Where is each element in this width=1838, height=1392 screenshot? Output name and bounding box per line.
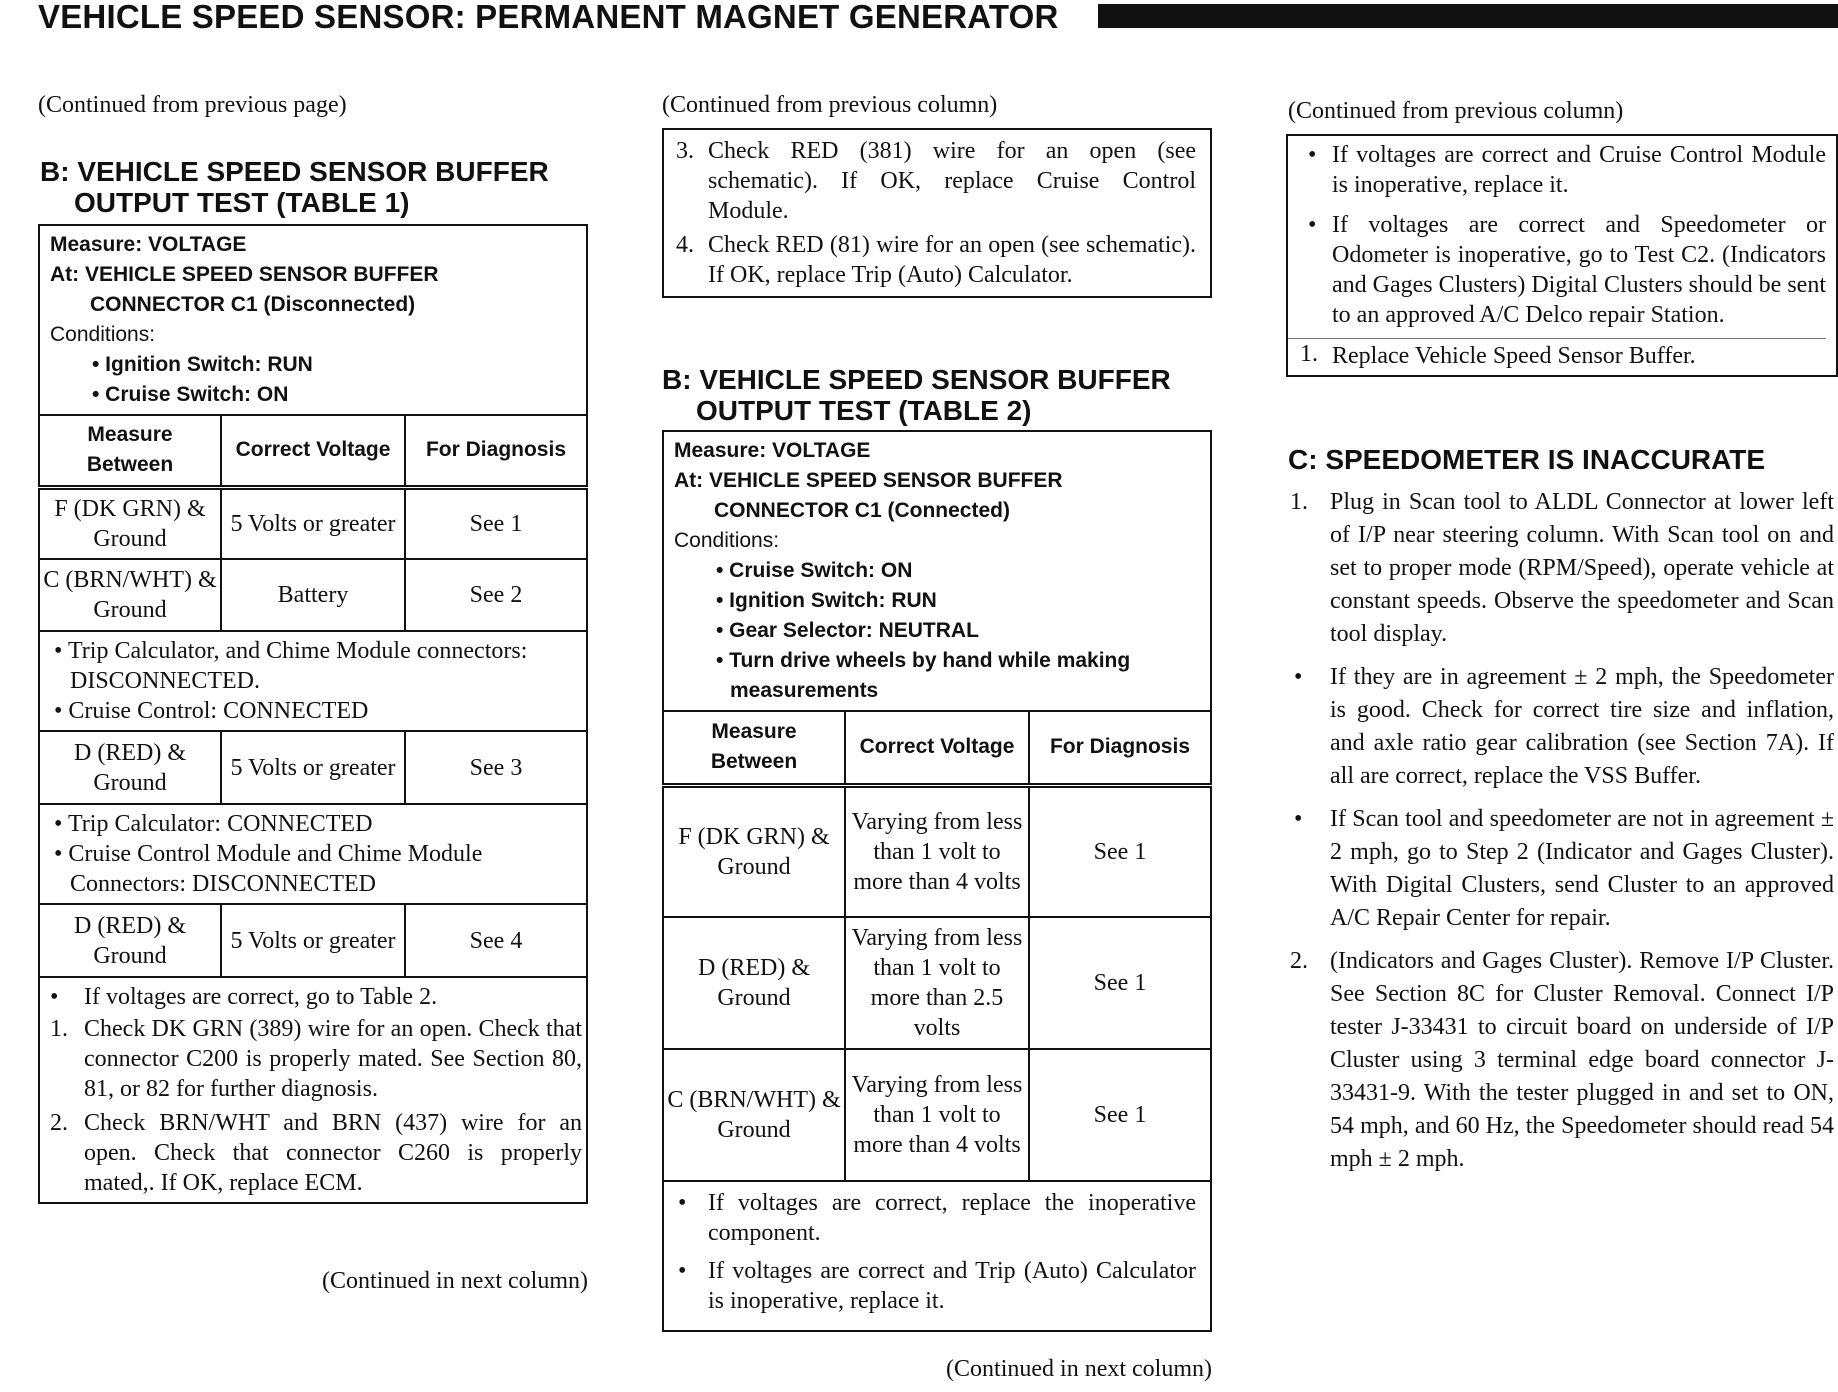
table-row: C (BRN/WHT) & Ground Varying from less than 1 volt to more than 4 volts See 1 — [663, 1049, 1211, 1181]
list-item: • If Scan tool and speedometer are not in agreement ± 2 mph, go to Step 2 (Indicator and Gages Cluster). With Digital Clusters, send Cluster to an approved A/C Repair Center for repair. — [1294, 806, 1834, 931]
page-header — [38, 0, 1838, 34]
list-item: • If voltages are correct, go to Table 2. — [50, 984, 438, 1010]
conditions-block: Measure: VOLTAGE At: VEHICLE SPEED SENSOR BUFFER CONNECTOR C1 (Connected) Conditions: • Cruise Switch: ON • Ignition Switch: RUN • Gear Selector: NEUTRAL • Turn drive wheels by hand while making measurements — [662, 430, 1212, 710]
list-item: 3. Check RED (381) wire for an open (see schematic). If OK, replace Cruise Control Module. — [676, 138, 1196, 224]
conditions-block: Measure: VOLTAGE At: VEHICLE SPEED SENSOR BUFFER CONNECTOR C1 (Disconnected) Conditions: • Ignition Switch: RUN • Cruise Switch: ON — [38, 224, 588, 414]
table-row: F (DK GRN) & Ground Varying from less than 1 volt to more than 4 volts See 1 — [663, 785, 1211, 917]
continuation-box — [1286, 134, 1838, 377]
table-note: • Trip Calculator, and Chime Module connectors: DISCONNECTED. • Cruise Control: CONNECTED — [38, 632, 588, 732]
continued-in-label: (Continued in next column) — [322, 1268, 588, 1294]
list-item: • If voltages are correct and Speedometer or Odometer is inoperative, go to Test C2. (Indicators and Gages Clusters) Digital Clusters should be sent to an approved A/C Delco repair Station. — [1308, 212, 1826, 328]
list-item: 1. Plug in Scan tool to ALDL Connector at lower left of I/P near steering column. With Scan tool on and set to proper mode (RPM/Speed), operate vehicle at constant speeds. Observe the speedometer and Scan tool display. — [1290, 489, 1834, 647]
section-title-c: C: SPEEDOMETER IS INACCURATE — [1288, 444, 1766, 475]
list-item: 4. Check RED (81) wire for an open (see schematic). If OK, replace Trip (Auto) Calculator. — [676, 232, 1196, 288]
list-item: • If voltages are correct, replace the inoperative component. — [678, 1190, 1196, 1246]
table-row: F (DK GRN) & Ground 5 Volts or greater See 1 — [39, 487, 587, 559]
measurement-table — [38, 414, 588, 632]
measurement-table — [662, 710, 1212, 1182]
table-2 — [662, 430, 1212, 1332]
list-item: 1. Check DK GRN (389) wire for an open. Check that connector C200 is properly mated. See Section 80, 81, or 82 for further diagnosis. — [50, 1016, 582, 1102]
section-title-b1: B: VEHICLE SPEED SENSOR BUFFER OUTPUT TEST (TABLE 1) — [40, 156, 549, 218]
continued-from-label: (Continued from previous column) — [1288, 98, 1624, 124]
measurement-table-row-4 — [38, 905, 588, 978]
list-item: 2. (Indicators and Gages Cluster). Remove I/P Cluster. See Section 8C for Cluster Removal. Connect I/P tester J-33431 to circuit board on underside of I/P Cluster using 3 terminal edge board connector J-33431-9. With the tester plugged in and set to ON, 54 mph, and 60 Hz, the Speedometer should read 54 mph ± 2 mph. — [1290, 948, 1834, 1172]
continued-in-label: (Continued in next column) — [946, 1356, 1212, 1382]
diagnosis-steps — [38, 978, 588, 1204]
steps-box — [662, 128, 1212, 298]
table-header-row: Measure Between Correct Voltage For Diagnosis — [39, 415, 587, 487]
continued-from-label: (Continued from previous page) — [38, 92, 347, 118]
page-title: VEHICLE SPEED SENSOR: PERMANENT MAGNET GENERATOR — [38, 0, 1059, 35]
section-title-b2: B: VEHICLE SPEED SENSOR BUFFER OUTPUT TEST (TABLE 2) — [662, 364, 1171, 426]
measurement-table-row-3 — [38, 732, 588, 805]
table-row: D (RED) & Ground 5 Volts or greater See 4 — [39, 905, 587, 977]
speedometer-steps — [1286, 486, 1838, 1176]
list-item: • If voltages are correct and Cruise Control Module is inoperative, replace it. — [1308, 142, 1826, 198]
table-row: D (RED) & Ground Varying from less than 1 volt to more than 2.5 volts See 1 — [663, 917, 1211, 1049]
table-bullets — [662, 1182, 1212, 1332]
table-row: D (RED) & Ground 5 Volts or greater See 3 — [39, 732, 587, 804]
table-1 — [38, 224, 588, 1204]
list-item: 1. Replace Vehicle Speed Sensor Buffer. — [1288, 338, 1826, 371]
header-rule-bar — [1098, 4, 1838, 28]
list-item: • If they are in agreement ± 2 mph, the Speedometer is good. Check for correct tire size and inflation, and axle ratio gear calibration (see Section 7A). If all are correct, replace the VSS Buffer. — [1294, 664, 1834, 789]
continued-from-label: (Continued from previous column) — [662, 92, 998, 118]
list-item: 2. Check BRN/WHT and BRN (437) wire for an open. Check that connector C260 is properly mated,. If OK, replace ECM. — [50, 1110, 582, 1196]
table-header-row: Measure Between Correct Voltage For Diagnosis — [663, 711, 1211, 785]
list-item: • If voltages are correct and Trip (Auto) Calculator is inoperative, replace it. — [678, 1258, 1196, 1314]
table-note: • Trip Calculator: CONNECTED • Cruise Control Module and Chime Module Connectors: DISCONNECTED — [38, 805, 588, 905]
table-row: C (BRN/WHT) & Ground Battery See 2 — [39, 559, 587, 631]
